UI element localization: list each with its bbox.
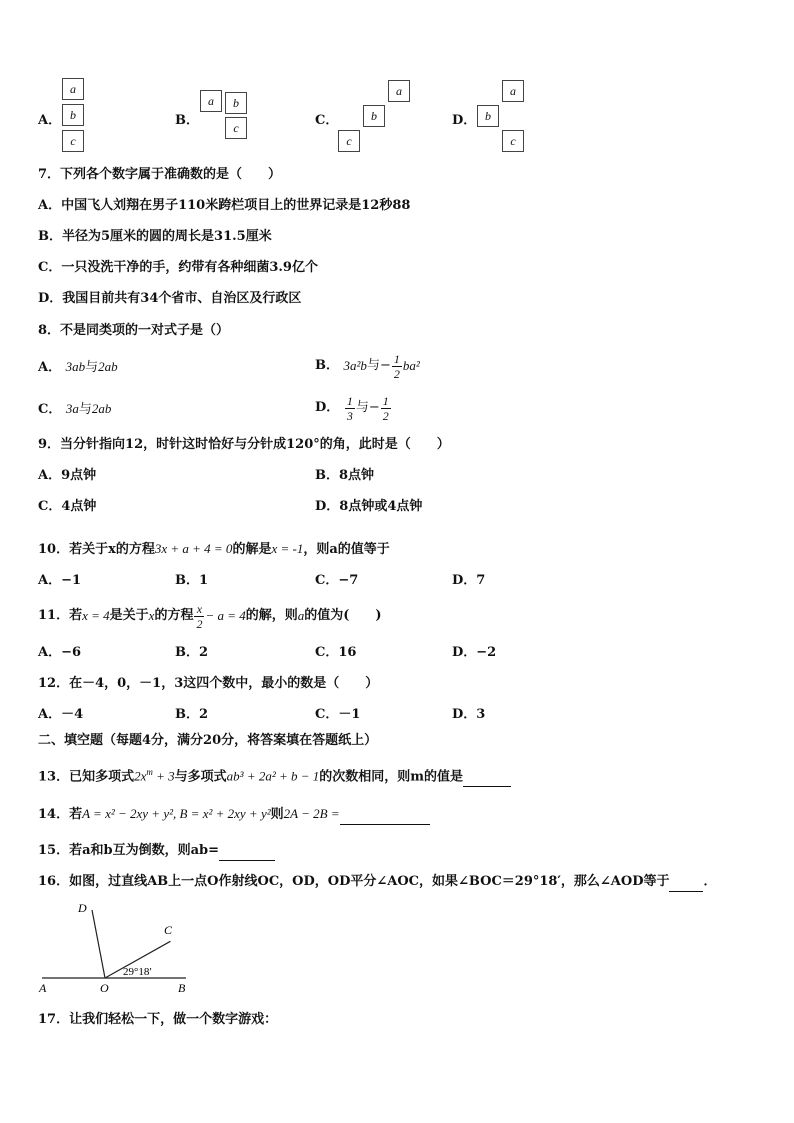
denominator: 2 [382, 408, 389, 423]
stem-text: 是关于 [109, 608, 149, 623]
q11-stem [38, 598, 382, 634]
q9-stem: 9．当分针指向12，时针这时恰好与分针成120°的角，此时是（ ） [38, 437, 450, 452]
q9-option-a[interactable]: A．9点钟 [38, 468, 97, 483]
expr: + 3 [152, 768, 175, 784]
condition: x = 4 [82, 608, 110, 623]
stem-text: 的次数相同，则m的值是 [319, 769, 464, 785]
q11-option-b[interactable]: B．2 [175, 645, 209, 660]
stem-text: 的值为( ) [304, 608, 382, 623]
equation: 3x + a + 4 = 0 [154, 541, 233, 556]
q10-option-b[interactable]: B．1 [175, 573, 209, 588]
expr: 2A − 2B = [283, 806, 340, 821]
q8-option-d[interactable] [315, 388, 392, 428]
q11-option-c[interactable]: C．16 [315, 645, 357, 660]
q12-stem: 12．在－4，0，－1，3这四个数中，最小的数是（ ） [38, 676, 379, 691]
exponent: m [146, 767, 153, 777]
option-label: D． [315, 400, 340, 415]
fraction [345, 394, 355, 423]
conj: 与 [366, 358, 380, 373]
q8-option-c[interactable] [38, 400, 111, 419]
option-label: B． [315, 358, 339, 373]
expr: 2x [134, 768, 147, 784]
conj: 与 [85, 360, 99, 375]
q7-stem: 7．下列各个数字属于准确数的是（ ） [38, 167, 282, 182]
denominator: 3 [346, 408, 353, 423]
q6-option-a-label: A． [38, 113, 62, 128]
stem-text: 14．若 [38, 807, 83, 822]
point-label-o: O [100, 981, 109, 995]
numerator: x [194, 602, 204, 617]
cube-face-c: c [62, 130, 84, 152]
expr: 3a²b [343, 358, 367, 373]
denominator: 2 [393, 366, 400, 381]
stem-text: ． [703, 874, 717, 889]
expr: A = x² − 2xy + y², B = x² + 2xy + y² [82, 806, 271, 821]
equation: − a = 4 [205, 608, 246, 623]
q10-option-c[interactable]: C．−7 [315, 573, 359, 588]
q10-stem [38, 540, 390, 559]
numerator: 1 [346, 393, 353, 408]
q10-option-d[interactable]: D．7 [452, 573, 486, 588]
q10-option-a[interactable]: A．−1 [38, 573, 82, 588]
cube-face-c: c [225, 117, 247, 139]
stem-text: 与多项式 [174, 769, 227, 785]
stem-text: 10．若关于x的方程 [38, 542, 155, 557]
expr: 2ab [91, 401, 112, 416]
option-label: C． [38, 402, 62, 417]
point-label-b: B [178, 981, 186, 995]
q6-option-d-label: D． [452, 113, 477, 128]
stem-text: ，则a的值等于 [303, 542, 390, 557]
q15-stem [38, 842, 275, 861]
angle-label: 29°18′ [123, 966, 152, 978]
q8-option-a[interactable] [38, 358, 118, 377]
cube-face-c: c [502, 130, 524, 152]
ray-od [92, 910, 105, 978]
fraction [392, 352, 402, 381]
q11-option-a[interactable]: A．−6 [38, 645, 82, 660]
q7-option-a[interactable]: A．中国飞人刘翔在男子110米跨栏项目上的世界记录是12秒88 [38, 198, 411, 213]
stem-text: 13．已知多项式 [38, 769, 135, 785]
q6-option-b-label: B． [175, 113, 199, 128]
q7-option-d[interactable]: D．我国目前共有34个省市、自治区及行政区 [38, 291, 302, 306]
cube-face-b: b [62, 104, 84, 126]
variable: a [297, 608, 305, 623]
q12-option-b[interactable]: B．2 [175, 707, 209, 722]
point-label-d: D [78, 901, 87, 915]
minus-sign: − [368, 400, 380, 415]
q7-option-b[interactable]: B．半径为5厘米的圆的周长是31.5厘米 [38, 229, 272, 244]
expr: 2ab [98, 359, 118, 374]
section-heading: 二、填空题（每题4分，满分20分，将答案填在答题纸上） [38, 733, 378, 748]
numerator: 1 [382, 393, 389, 408]
cube-face-a: a [502, 80, 524, 102]
q16-angle-figure [36, 898, 196, 996]
denominator: 2 [196, 616, 203, 631]
stem-text: 的解，则 [245, 608, 298, 623]
stem-text: 15．若a和b互为倒数，则ab= [38, 843, 220, 858]
q9-option-c[interactable]: C．4点钟 [38, 499, 97, 514]
q6-option-c-label: C． [315, 113, 339, 128]
solution: x = -1 [271, 541, 304, 556]
conj: 与 [355, 400, 369, 415]
q12-option-a[interactable]: A．－4 [38, 707, 84, 722]
q12-option-d[interactable]: D．3 [452, 707, 486, 722]
answer-blank[interactable] [463, 768, 511, 787]
q14-stem [38, 805, 430, 825]
q9-option-d[interactable]: D．8点钟或4点钟 [315, 499, 423, 514]
option-label: A． [38, 360, 62, 375]
expr: ba² [402, 358, 420, 373]
q8-stem: 8．不是同类项的一对式子是（） [38, 323, 230, 338]
expr: 3a [65, 401, 79, 416]
expr: 3ab [65, 359, 86, 374]
stem-text: 的方程 [154, 608, 194, 623]
answer-blank[interactable] [669, 873, 703, 892]
cube-face-b: b [477, 105, 499, 127]
stem-text: 的解是 [232, 542, 272, 557]
q9-option-b[interactable]: B．8点钟 [315, 468, 375, 483]
stem-text: 11．若 [38, 608, 83, 623]
minus-sign: − [379, 358, 391, 373]
cube-face-a: a [200, 90, 222, 112]
cube-face-a: a [62, 78, 84, 100]
stem-text: 则 [270, 807, 284, 822]
expr: ab³ + 2a² + b − 1 [226, 768, 320, 784]
q11-option-d[interactable]: D．−2 [452, 645, 497, 660]
q17-stem: 17．让我们轻松一下，做一个数字游戏： [38, 1012, 278, 1027]
numerator: 1 [393, 351, 400, 366]
q8-option-b[interactable] [315, 346, 420, 386]
conj: 与 [78, 402, 92, 417]
q12-option-c[interactable]: C．－1 [315, 707, 361, 722]
fraction [381, 394, 391, 423]
q7-option-c[interactable]: C．一只没洗干净的手，约带有各种细菌3.9亿个 [38, 260, 318, 275]
fraction [194, 602, 204, 631]
answer-blank[interactable] [340, 806, 430, 825]
variable: x [148, 608, 155, 623]
q13-stem [38, 763, 511, 787]
cube-face-b: b [225, 92, 247, 114]
cube-face-b: b [363, 105, 385, 127]
stem-text: 16．如图，过直线AB上一点O作射线OC，OD，OD平分∠AOC，如果∠BOC＝29°18′，那么∠AOD等于 [38, 874, 670, 889]
cube-face-c: c [338, 130, 360, 152]
answer-blank[interactable] [219, 842, 275, 861]
point-label-c: C [164, 923, 173, 937]
point-label-a: A [39, 981, 47, 995]
cube-face-a: a [388, 80, 410, 102]
q16-stem [38, 873, 717, 892]
